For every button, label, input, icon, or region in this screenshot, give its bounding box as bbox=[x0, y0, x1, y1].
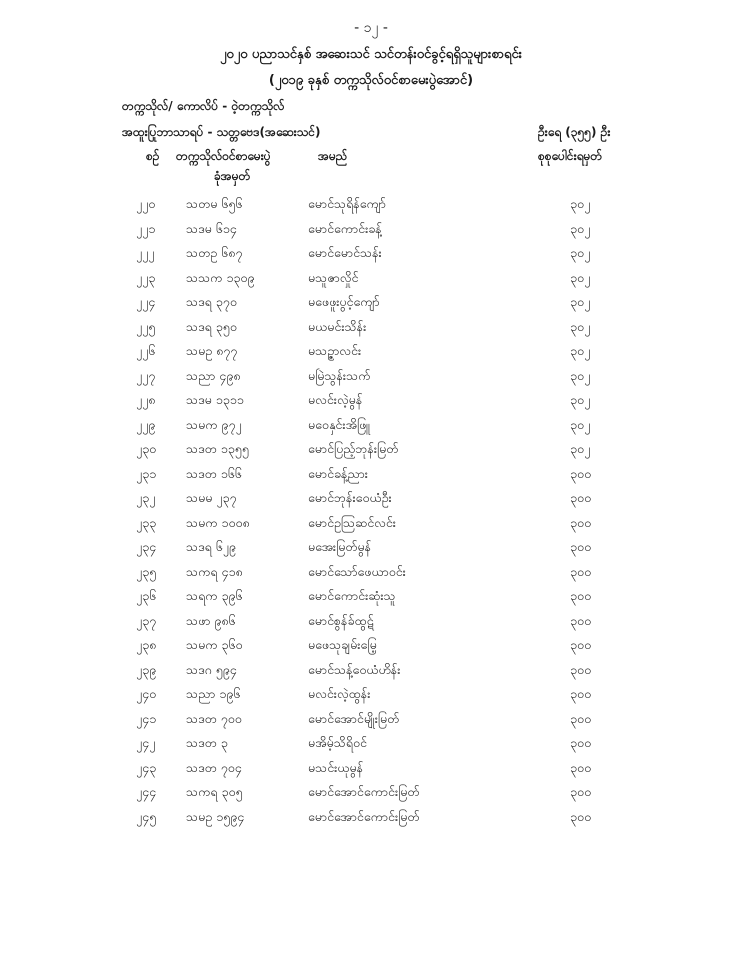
document-title: ၂၀၂၀ ပညာသင်နှစ် အဆေးသင် သင်တန်းဝင်ခွင့်ရရှိသူများစာရင်း bbox=[219, 47, 522, 62]
table-row bbox=[0, 413, 742, 438]
exam-roll-number: သဒတ ၁၆၆ bbox=[186, 465, 242, 481]
total-marks: ၃၀၀ bbox=[570, 539, 592, 554]
exam-roll-number: သကရ ၄၁၈ bbox=[186, 563, 243, 579]
total-marks: ၃၀၂ bbox=[570, 245, 591, 260]
row-number: ၂၄၄ bbox=[136, 784, 157, 799]
exam-roll-number: သဒတ ၃ bbox=[186, 735, 228, 750]
exam-roll-number: သရက ၃၉၆ bbox=[186, 588, 243, 603]
student-name: မဝေနှင်းအိဖြူ bbox=[308, 416, 370, 432]
exam-roll-number: သမက ၁၀၀၈ bbox=[186, 514, 250, 530]
subject-label: အထူးပြုဘာသာရပ် - သတ္တဗေဒ(အဆေးသင်) bbox=[122, 125, 321, 139]
total-marks: ၃၀၂ bbox=[570, 441, 591, 456]
exam-roll-number: သမမ ၂၃၇ bbox=[186, 490, 237, 505]
total-marks: ၃၀၂ bbox=[570, 416, 591, 432]
exam-roll-number: သညာ ၄၉၈ bbox=[186, 367, 241, 383]
exam-roll-number: သဒရ ၃၇၀ bbox=[186, 294, 237, 309]
row-number: ၂၃၉ bbox=[136, 661, 157, 677]
col-header-mark: စုစုပေါင်းရမှတ် bbox=[538, 149, 603, 163]
exam-roll-number: သဒတ ၇၀၀ bbox=[186, 710, 242, 726]
table-row bbox=[0, 364, 742, 389]
table-row bbox=[0, 756, 742, 781]
table-row bbox=[0, 707, 742, 732]
student-name: မောင်ဘုန်းဝေယံဦး bbox=[308, 490, 392, 505]
university-line: တက္ကသိုလ်/ ကောလိပ် - ဝဲ့တက္ကသိုလ် bbox=[122, 99, 285, 113]
exam-roll-number: သမက ၃၆၀ bbox=[186, 637, 243, 652]
total-marks: ၃၀၂ bbox=[570, 392, 591, 407]
student-name: မသူဇာလှိုင် bbox=[308, 269, 359, 285]
col-header-id: တက္ကသိုလ်ဝင်စာမေးပွဲ bbox=[176, 149, 271, 163]
total-marks: ၃၀၂ bbox=[570, 220, 591, 236]
exam-roll-number: သဒတ ၇၀၄ bbox=[186, 759, 242, 775]
row-number: ၂၄၁ bbox=[136, 710, 157, 726]
table-row bbox=[0, 462, 742, 487]
exam-roll-number: သညာ ၁၉၆ bbox=[186, 686, 241, 701]
table-row bbox=[0, 192, 742, 217]
row-number: ၂၃၄ bbox=[136, 539, 157, 554]
exam-roll-number: သမက ၉၇၂ bbox=[186, 416, 242, 432]
total-marks: ၃၀၀ bbox=[570, 759, 592, 775]
total-marks: ၃၀၀ bbox=[570, 612, 592, 628]
row-number: ၂၂၃ bbox=[136, 269, 156, 285]
table-row bbox=[0, 535, 742, 560]
student-name: မသင်းယုမွန် bbox=[308, 759, 364, 775]
row-number: ၂၄၂ bbox=[136, 735, 156, 750]
row-number: ၂၃၈ bbox=[136, 637, 157, 652]
student-name: မဖေဖူးပွင့်ကျော် bbox=[308, 294, 380, 309]
row-number: ၂၃၇ bbox=[136, 612, 157, 628]
student-name: မအေးမြတ်မွန် bbox=[308, 539, 372, 554]
table-row bbox=[0, 266, 742, 291]
exam-roll-number: သဒရ ၃၅၀ bbox=[186, 318, 237, 334]
table-row bbox=[0, 217, 742, 242]
row-number: ၂၃၂ bbox=[136, 490, 156, 505]
table-row bbox=[0, 511, 742, 536]
total-marks: ၃၀၂ bbox=[570, 294, 591, 309]
exam-roll-number: သတဥ ၆၈၇ bbox=[186, 245, 243, 260]
row-number: ၂၃၆ bbox=[136, 588, 157, 603]
row-number: ၂၂၅ bbox=[136, 318, 156, 334]
total-marks: ၃၀၀ bbox=[570, 808, 592, 824]
table-row bbox=[0, 658, 742, 683]
row-number: ၂၂၈ bbox=[136, 392, 156, 407]
table-row bbox=[0, 241, 742, 266]
table-row bbox=[0, 584, 742, 609]
count-label: ဦးရေ (၃၅၅) ဦး bbox=[538, 125, 611, 139]
row-number: ၂၂၂ bbox=[136, 245, 155, 260]
student-name: မောင်ပြည့်ဘုန်းမြတ် bbox=[308, 441, 399, 456]
row-number: ၂၃၁ bbox=[136, 465, 157, 481]
col-header-no: စဉ် bbox=[146, 149, 160, 163]
row-number: ၂၂၁ bbox=[136, 220, 156, 236]
col-header-id-2: ခုံအမှတ် bbox=[214, 169, 251, 183]
row-number: ၂၂၆ bbox=[136, 343, 156, 358]
table-row bbox=[0, 339, 742, 364]
row-number: ၂၂၉ bbox=[136, 416, 156, 432]
exam-roll-number: သကရ ၃၀၅ bbox=[186, 784, 243, 799]
total-marks: ၃၀၀ bbox=[570, 784, 592, 799]
row-number: ၂၃၀ bbox=[136, 441, 157, 456]
student-name: မောင်သုရိန်ကျော် bbox=[308, 196, 386, 211]
total-marks: ၃၀၀ bbox=[570, 563, 592, 579]
total-marks: ၃၀၀ bbox=[570, 686, 592, 701]
table-row bbox=[0, 315, 742, 340]
student-name: မောင်သန့်ဝေယံဟိန်း bbox=[308, 661, 401, 677]
student-name: မောင်အောင်ကောင်းမြတ် bbox=[308, 808, 420, 824]
total-marks: ၃၀၂ bbox=[570, 367, 591, 383]
result-table bbox=[0, 192, 742, 829]
student-name: မောင်အောင်ကောင်းမြတ် bbox=[308, 784, 420, 799]
row-number: ၂၂၇ bbox=[136, 367, 156, 383]
total-marks: ၃၀၀ bbox=[570, 490, 592, 505]
table-row bbox=[0, 731, 742, 756]
table-row bbox=[0, 633, 742, 658]
student-name: မအိမ့်သိရိဝင် bbox=[308, 735, 367, 750]
exam-roll-number: သဒတ ၁၃၅၅ bbox=[186, 441, 249, 456]
total-marks: ၃၀၀ bbox=[570, 514, 592, 530]
student-name: မသဉ္ဇာလင်း bbox=[308, 343, 362, 358]
page-number: - ၁၂ - bbox=[354, 20, 388, 36]
student-name: မောင်ကောင်းဆုံးသူ bbox=[308, 588, 396, 603]
row-number: ၂၄၃ bbox=[136, 759, 157, 775]
student-name: မလင်းလဲ့ထွန်း bbox=[308, 686, 371, 701]
student-name: မောင်ဥဩဆင်လင်း bbox=[308, 514, 396, 530]
student-name: မောင်ကောင်းခန့် bbox=[308, 220, 382, 236]
student-name: မမြဲသွန်းသက် bbox=[308, 367, 371, 383]
table-row bbox=[0, 560, 742, 585]
exam-roll-number: သမဥ ၁၅၉၄ bbox=[186, 808, 245, 824]
exam-roll-number: သမဥ ၈၇၇ bbox=[186, 343, 238, 358]
student-name: မယမင်းသိန်း bbox=[308, 318, 367, 334]
total-marks: ၃၀၂ bbox=[570, 343, 591, 358]
student-name: မောင်မောင်သန်း bbox=[308, 245, 382, 260]
exam-roll-number: သဒမ ၆၁၄ bbox=[186, 220, 237, 236]
total-marks: ၃၀၀ bbox=[570, 465, 592, 481]
student-name: မဖေသုချမ်းမြေ့ bbox=[308, 637, 377, 652]
student-name: မောင်အောင်မျိုးမြတ် bbox=[308, 710, 400, 726]
table-row bbox=[0, 486, 742, 511]
row-number: ၂၄၅ bbox=[136, 808, 157, 824]
row-number: ၂၂၀ bbox=[136, 196, 156, 211]
table-row bbox=[0, 780, 742, 805]
exam-roll-number: သဖာ ၉၈၆ bbox=[186, 612, 236, 628]
student-name: မောင်သော်ဖေယာဝင်း bbox=[308, 563, 406, 579]
table-row bbox=[0, 290, 742, 315]
total-marks: ၃၀၀ bbox=[570, 661, 592, 677]
row-number: ၂၄၀ bbox=[136, 686, 157, 701]
table-row bbox=[0, 437, 742, 462]
table-row bbox=[0, 805, 742, 830]
total-marks: ၃၀၀ bbox=[570, 637, 592, 652]
total-marks: ၃၀၀ bbox=[570, 588, 592, 603]
exam-roll-number: သဒရ ၆၂၉ bbox=[186, 539, 236, 554]
exam-roll-number: သဒဂ ၅၉၄ bbox=[186, 661, 237, 677]
row-number: ၂၂၄ bbox=[136, 294, 156, 309]
table-row bbox=[0, 388, 742, 413]
exam-roll-number: သတမ ၆၅၆ bbox=[186, 196, 243, 211]
col-header-name: အမည် bbox=[318, 149, 348, 163]
row-number: ၂၃၃ bbox=[136, 514, 157, 530]
table-row bbox=[0, 682, 742, 707]
total-marks: ၃၀၂ bbox=[570, 269, 591, 285]
total-marks: ၃၀၀ bbox=[570, 710, 592, 726]
total-marks: ၃၀၀ bbox=[570, 735, 592, 750]
exam-roll-number: သသက ၁၃၀၉ bbox=[186, 269, 255, 285]
total-marks: ၃၀၂ bbox=[570, 196, 591, 211]
row-number: ၂၃၅ bbox=[136, 563, 157, 579]
table-row bbox=[0, 609, 742, 634]
student-name: မောင်ခန့်ညား bbox=[308, 465, 368, 481]
document-subtitle: (၂၀၁၉ ခုနှစ် တက္ကသိုလ်ဝင်စာမေးပွဲအောင်) bbox=[268, 73, 474, 88]
student-name: မလင်းလဲ့မွန် bbox=[308, 392, 363, 407]
exam-roll-number: သဒမ ၁၃၁၁ bbox=[186, 392, 244, 407]
student-name: မောင်စွန်ခ်ထွဋ် bbox=[308, 612, 374, 628]
total-marks: ၃၀၂ bbox=[570, 318, 591, 334]
